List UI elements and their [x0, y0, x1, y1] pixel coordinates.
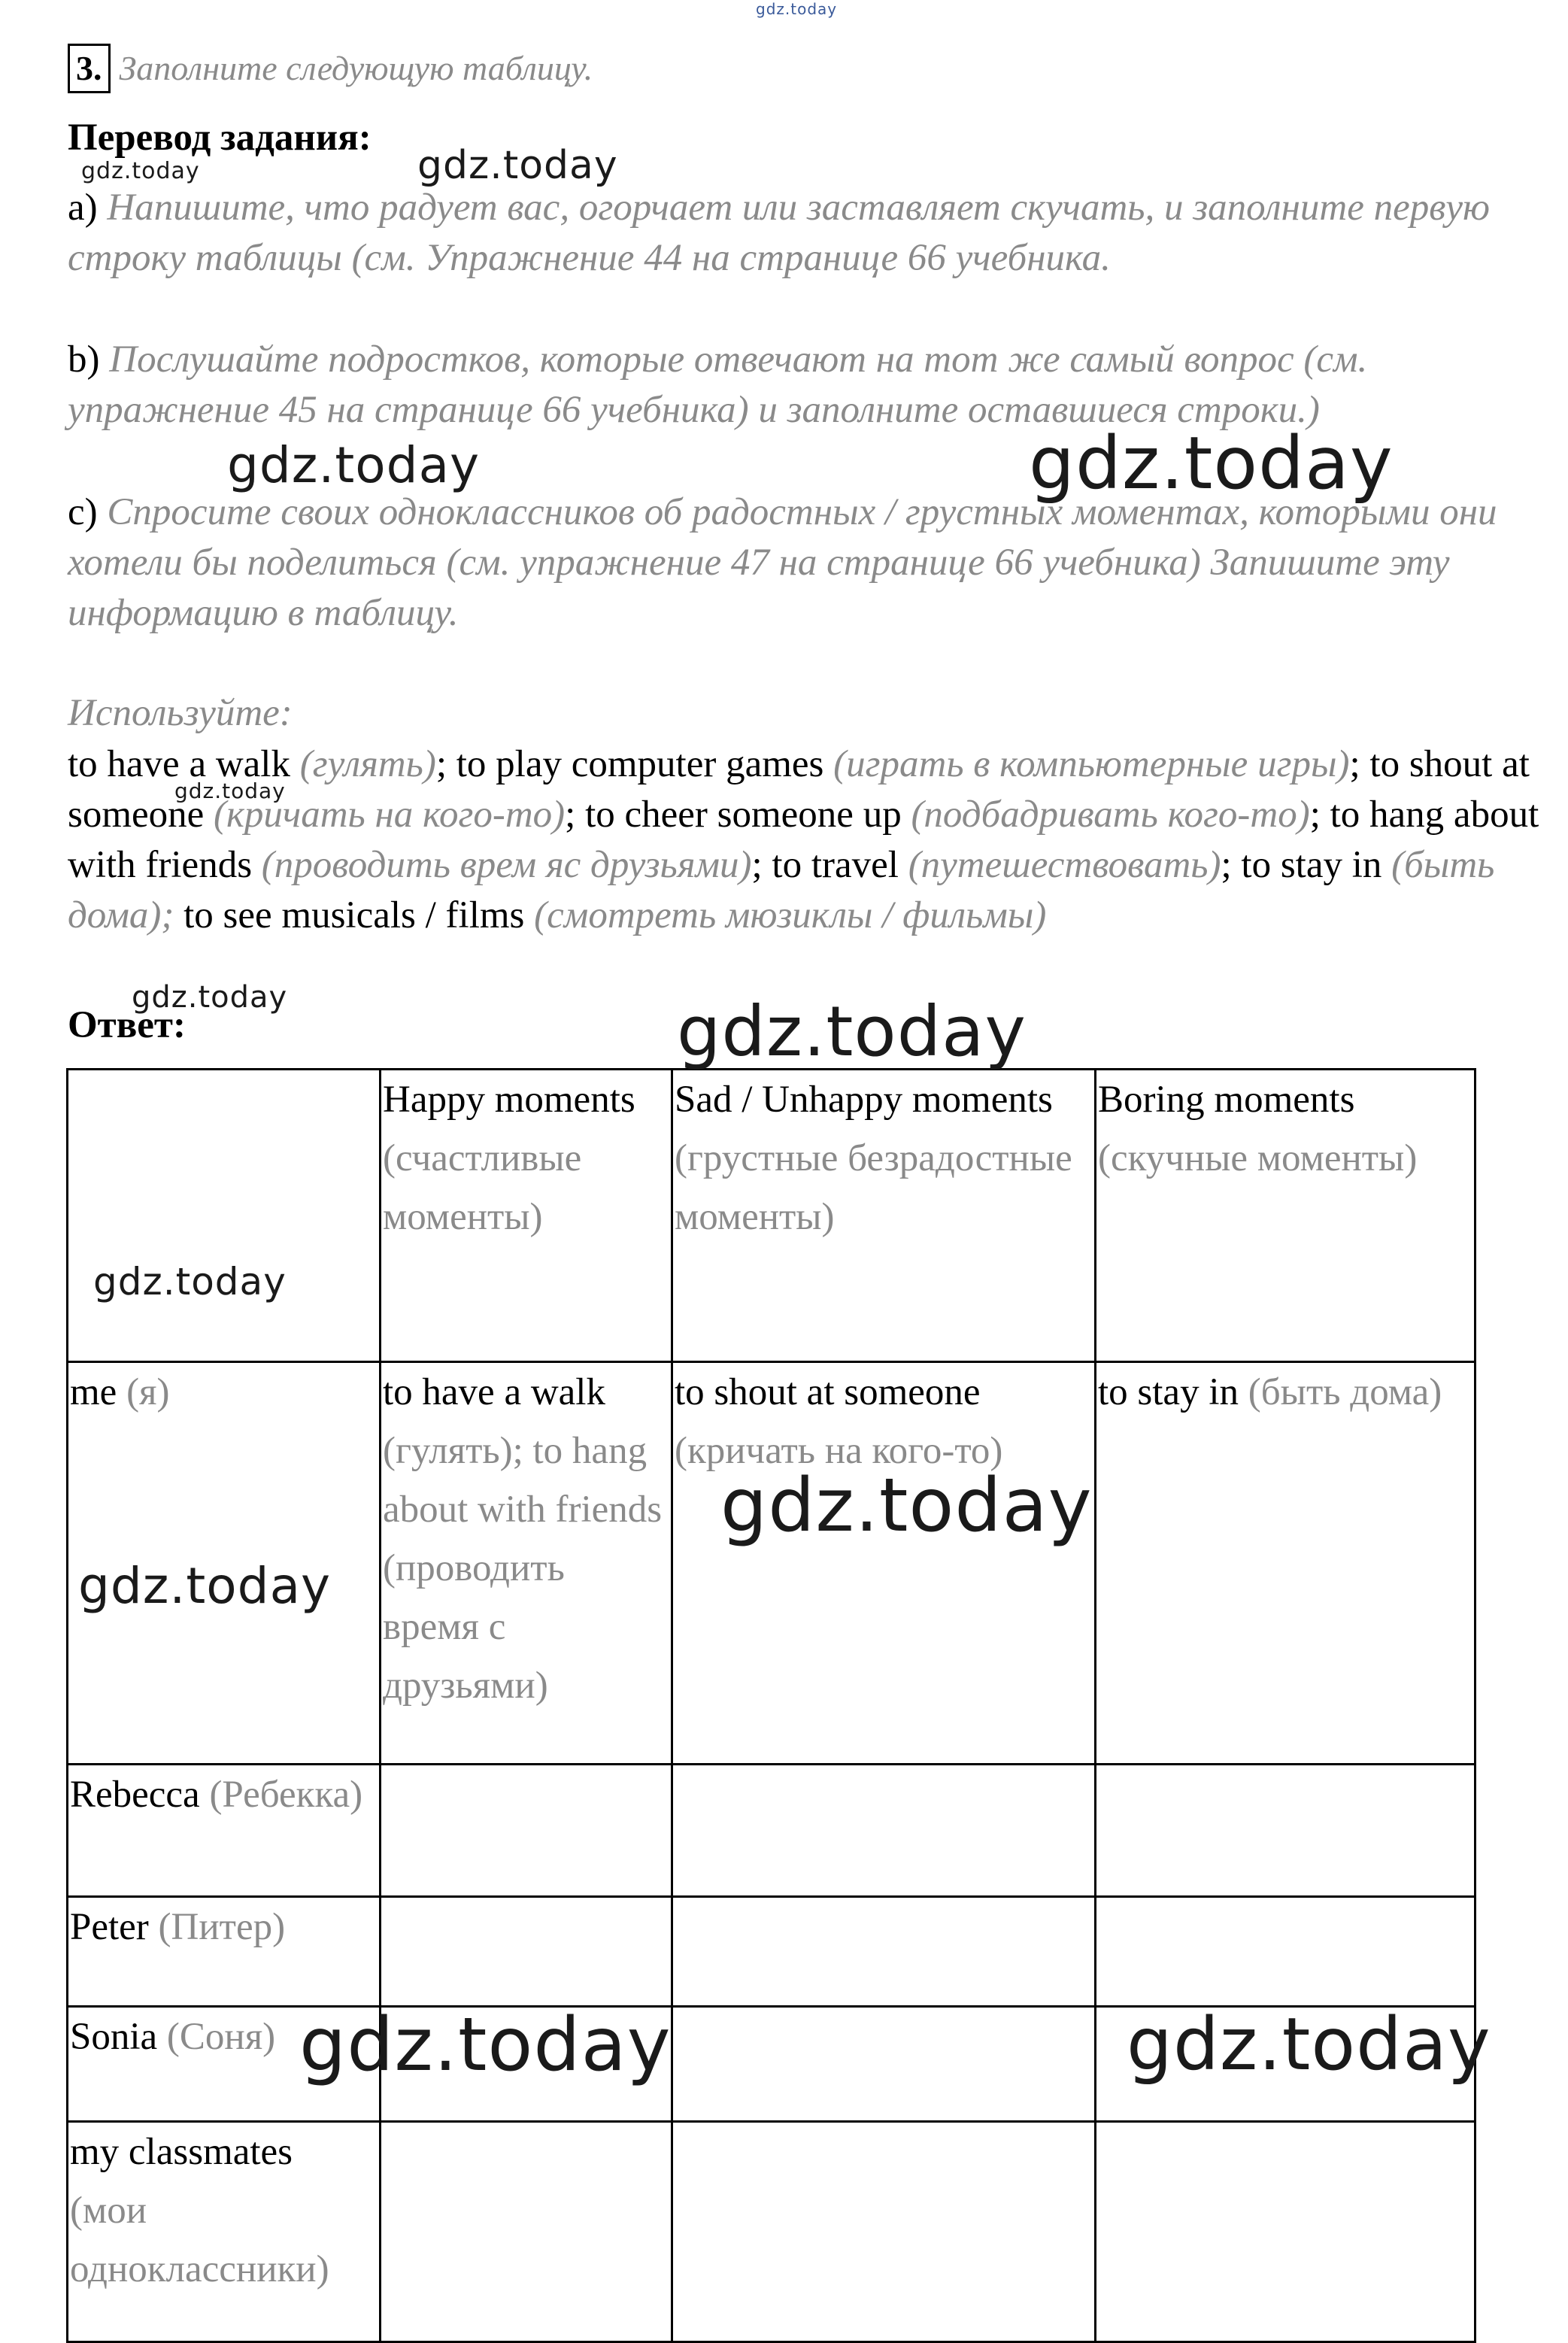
- phrase-ru: (играть в компьютерные игры): [833, 743, 1350, 785]
- top-watermark: gdz.today: [756, 0, 838, 18]
- task-title: Заполните следующую таблицу.: [119, 49, 593, 87]
- item-b-text: Послушайте подростков, которые отвечают на тот же самый вопрос (см. упражнение 45 на странице 66 учебника) и заполните оставшиеся строки.): [68, 338, 1368, 431]
- table-cell: [1096, 1362, 1475, 1765]
- phrase-en: to cheer someone up: [585, 794, 902, 836]
- column-header: [1096, 1070, 1475, 1362]
- item-c-text: Спросите своих одноклассников об радостных / грустных моментах, которыми они хотели бы поделиться (см. упражнение 47 на странице 66 учебника) Запишите эту информацию в таблицу.: [68, 491, 1497, 634]
- cell-en: to shout at someone: [675, 1371, 981, 1413]
- phrase-en: to play computer games: [456, 743, 824, 785]
- cell-en: to stay in: [1098, 1371, 1239, 1413]
- cell-en: me: [70, 1371, 117, 1413]
- table-row: [68, 2122, 1475, 2342]
- item-a-label: a): [68, 187, 98, 229]
- cell-en: Rebecca: [70, 1774, 200, 1816]
- cell-en: to have a walk: [383, 1371, 605, 1413]
- phrase-ru: (быть дома);: [68, 844, 1495, 936]
- table-cell: [1096, 2122, 1475, 2342]
- task-number: 3.: [68, 44, 111, 93]
- cell-ru: (грустные безрадостные моменты): [675, 1137, 1072, 1238]
- answer-heading-text: Ответ:: [68, 1004, 186, 1046]
- watermark: gdz.today: [1127, 2002, 1491, 2087]
- phrase-ru: (смотреть мюзиклы / фильмы): [534, 894, 1047, 936]
- item-a-text: Напишите, что радует вас, огорчает или заставляет скучать, и заполните первую строку таблицы (см. Упражнение 44 на странице 66 учебника.: [68, 187, 1491, 279]
- watermark: gdz.today: [174, 778, 286, 803]
- translation-a: [68, 183, 1542, 284]
- phrase-separator: ;: [1309, 794, 1330, 836]
- table-cell: [381, 1897, 672, 2007]
- table-cell: [381, 2122, 672, 2342]
- phrase-ru: (гулять): [299, 743, 436, 785]
- phrase-en: to hang about with friends: [68, 794, 1539, 886]
- watermark: gdz.today: [677, 991, 1027, 1072]
- table-cell: [1096, 1765, 1475, 1897]
- use-heading-text: Используйте:: [68, 692, 293, 734]
- column-header: [68, 1070, 381, 1362]
- table-cell: [672, 1362, 1096, 1765]
- watermark: gdz.today: [132, 980, 288, 1015]
- cell-en: Boring moments: [1098, 1079, 1355, 1121]
- phrase-separator: ;: [751, 844, 772, 886]
- phrase-en: to shout at someone: [68, 743, 1530, 836]
- table-cell: [1096, 1897, 1475, 2007]
- row-header: [68, 2122, 381, 2342]
- table-row: [68, 1765, 1475, 1897]
- phrase-en: to stay in: [1241, 844, 1382, 886]
- cell-ru: (быть дома): [1248, 1371, 1442, 1413]
- row-header: [68, 1765, 381, 1897]
- phrase-ru: (кричать на кого-то): [214, 794, 566, 836]
- translation-c: [68, 487, 1542, 639]
- row-header: [68, 1897, 381, 2007]
- task-header: [68, 44, 593, 93]
- phrase-separator: ;: [1221, 844, 1242, 886]
- phrase-separator: ;: [435, 743, 456, 785]
- cell-ru: (Питер): [158, 1906, 286, 1948]
- cell-ru: (я): [126, 1371, 170, 1413]
- use-heading: [68, 688, 1542, 739]
- cell-ru: (кричать на кого-то): [675, 1430, 1003, 1472]
- translation-b: [68, 335, 1542, 436]
- column-header: [672, 1070, 1096, 1362]
- table-row: [68, 1897, 1475, 2007]
- phrases-list: [68, 739, 1542, 941]
- watermark: gdz.today: [227, 436, 481, 494]
- cell-ru: (мои одноклассники): [70, 2190, 329, 2290]
- cell-ru: (Ребекка): [209, 1774, 363, 1816]
- phrase-ru: (проводить врем яс друзьями): [261, 844, 752, 886]
- table-header-row: [68, 1070, 1475, 1362]
- table-cell: [381, 1765, 672, 1897]
- cell-en: Peter: [70, 1906, 149, 1948]
- translation-heading-text: Перевод задания:: [68, 117, 372, 159]
- table-cell: [672, 1765, 1096, 1897]
- item-c-label: c): [68, 491, 98, 533]
- item-b-label: b): [68, 338, 100, 381]
- cell-en: Happy moments: [383, 1079, 635, 1121]
- column-header: [381, 1070, 672, 1362]
- cell-ru: (Соня): [166, 2016, 276, 2058]
- watermark: gdz.today: [299, 2002, 672, 2088]
- phrase-ru: (путешествовать): [908, 844, 1221, 886]
- phrase-en: to have a walk: [68, 743, 290, 785]
- table-cell: [672, 1897, 1096, 2007]
- phrase-separator: [174, 894, 183, 936]
- table-cell: [381, 1362, 672, 1765]
- cell-en: Sonia: [70, 2016, 158, 2058]
- watermark: gdz.today: [1029, 421, 1394, 505]
- translation-heading: [68, 113, 1542, 163]
- watermark: gdz.today: [720, 1463, 1093, 1549]
- phrase-en: to travel: [772, 844, 899, 886]
- cell-en: Sad / Unhappy moments: [675, 1079, 1053, 1121]
- watermark: gdz.today: [78, 1557, 332, 1615]
- phrase-en: to see musicals / films: [183, 894, 525, 936]
- phrase-ru: (подбадривать кого-то): [911, 794, 1310, 836]
- watermark: gdz.today: [417, 143, 618, 188]
- table-cell: [672, 2122, 1096, 2342]
- table-cell: [672, 2007, 1096, 2122]
- cell-ru: (скучные моменты): [1098, 1137, 1418, 1179]
- phrase-separator: ;: [565, 794, 586, 836]
- watermark: gdz.today: [81, 158, 200, 184]
- phrase-separator: ;: [1349, 743, 1370, 785]
- cell-ru: (гулять); to hang about with friends (проводить время с друзьями): [383, 1430, 663, 1707]
- cell-ru: (счастливые моменты): [383, 1137, 582, 1238]
- cell-en: my classmates: [70, 2131, 293, 2173]
- watermark: gdz.today: [93, 1260, 287, 1304]
